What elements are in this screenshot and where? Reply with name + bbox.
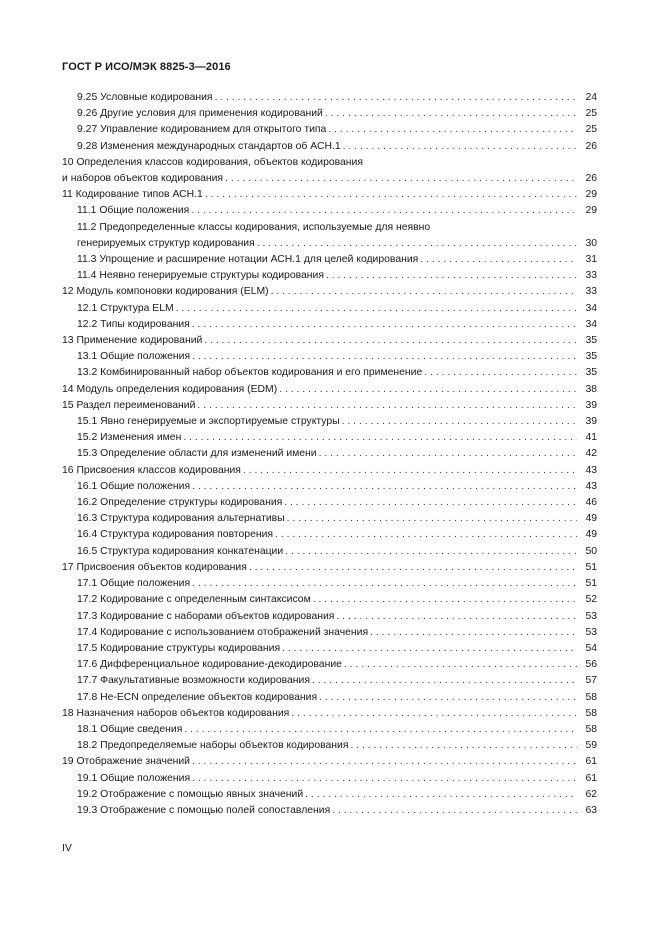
toc-entry[interactable]	[62, 446, 597, 462]
toc-entry-row	[77, 544, 597, 560]
toc-entry[interactable]	[62, 349, 597, 365]
toc-entry-row	[62, 463, 597, 479]
toc-entry-row	[62, 284, 597, 300]
toc-entry-row	[77, 657, 597, 673]
toc-entry-page: 58	[585, 707, 597, 719]
dot-leader	[312, 673, 577, 689]
dot-leader	[305, 787, 577, 803]
dot-leader	[279, 382, 577, 398]
toc-entry[interactable]	[62, 187, 597, 203]
toc-entry-page: 33	[585, 270, 597, 282]
toc-entry-title: 17.3 Кодирование с наборами объектов кодирования	[77, 610, 335, 622]
dot-leader	[192, 317, 577, 333]
toc-entry-page: 41	[585, 432, 597, 444]
toc-entry-row	[77, 803, 597, 819]
dot-leader	[326, 268, 577, 284]
toc-entry[interactable]	[62, 722, 597, 738]
toc-entry-title: 16.3 Структура кодирования альтернативы	[77, 513, 285, 525]
toc-entry-page: 61	[585, 772, 597, 784]
toc-entry[interactable]	[62, 544, 597, 560]
toc-entry[interactable]	[62, 771, 597, 787]
toc-entry-title: 9.28 Изменения международных стандартов об АСН.1	[77, 140, 341, 152]
toc-entry-page: 51	[585, 578, 597, 590]
toc-entry-page: 35	[585, 335, 597, 347]
toc-entry[interactable]	[62, 511, 597, 527]
toc-entry-row	[77, 203, 597, 219]
toc-entry-row	[77, 317, 597, 333]
dot-leader	[257, 236, 577, 252]
dot-leader	[183, 430, 577, 446]
dot-leader	[291, 706, 577, 722]
toc-entry-title: 16.2 Определение структуры кодирования	[77, 497, 283, 509]
toc-entry[interactable]	[62, 463, 597, 479]
toc-entry-row	[77, 673, 597, 689]
toc-entry-title: и наборов объектов кодирования	[62, 173, 224, 185]
dot-leader	[424, 365, 577, 381]
toc-entry-row	[77, 527, 597, 543]
toc-entry[interactable]	[62, 106, 597, 122]
toc-entry-title: 17.8 Не-ECN определение объектов кодирования	[77, 691, 318, 703]
dot-leader	[249, 560, 577, 576]
toc-entry-row	[77, 349, 597, 365]
toc-entry-page: 54	[585, 642, 597, 654]
toc-entry[interactable]	[62, 317, 597, 333]
toc-entry[interactable]	[62, 122, 597, 138]
toc-entry-page: 50	[585, 545, 597, 557]
toc-entry-title: 19.3 Отображение с помощью полей сопоставления	[77, 804, 331, 816]
dot-leader	[243, 463, 577, 479]
toc-entry[interactable]	[62, 641, 597, 657]
dot-leader	[271, 284, 577, 300]
toc-entry-title: 13.2 Комбинированный набор объектов кодирования и его применение	[77, 367, 423, 379]
toc-entry[interactable]	[62, 495, 597, 511]
toc-entry-page: 34	[585, 302, 597, 314]
toc-entry-row	[77, 592, 597, 608]
toc-entry-page: 38	[585, 383, 597, 395]
dot-leader	[332, 803, 577, 819]
toc-entry-page: 34	[585, 318, 597, 330]
dot-leader	[225, 171, 577, 187]
toc-entry-title: 9.26 Другие условия для применения кодирований	[77, 108, 323, 120]
toc-entry[interactable]	[62, 252, 597, 268]
toc-entry-title-line: 10 Определения классов кодирования, объектов кодирования	[62, 156, 363, 168]
toc-entry-page: 31	[585, 254, 597, 266]
table-of-contents	[62, 90, 597, 819]
toc-entry[interactable]	[62, 301, 597, 317]
toc-entry-row	[77, 139, 597, 155]
toc-entry-row	[77, 511, 597, 527]
toc-entry-row	[62, 754, 597, 770]
toc-entry[interactable]	[62, 155, 597, 187]
toc-entry[interactable]	[62, 365, 597, 381]
toc-entry-page: 29	[585, 189, 597, 201]
toc-entry-row	[77, 430, 597, 446]
dot-leader	[344, 657, 577, 673]
dot-leader	[328, 122, 577, 138]
toc-entry-title: генерируемых структур кодирования	[77, 237, 255, 249]
toc-entry-page: 63	[585, 804, 597, 816]
toc-entry-row	[62, 706, 597, 722]
toc-entry-row	[77, 414, 597, 430]
toc-entry-title: 14 Модуль определения кодирования (EDM)	[62, 383, 278, 395]
toc-entry-title: 15.2 Изменения имен	[77, 432, 182, 444]
toc-entry-title: 18 Назначения наборов объектов кодирования	[62, 707, 290, 719]
toc-entry-row	[62, 333, 597, 349]
dot-leader	[192, 754, 577, 770]
toc-entry[interactable]	[62, 560, 597, 576]
toc-entry[interactable]	[62, 803, 597, 819]
dot-leader	[319, 446, 577, 462]
toc-entry-page: 29	[585, 205, 597, 217]
toc-entry-title: 17.5 Кодирование структуры кодирования	[77, 642, 281, 654]
toc-entry-page: 49	[585, 529, 597, 541]
toc-entry[interactable]	[62, 706, 597, 722]
dot-leader	[282, 641, 577, 657]
toc-entry-row	[62, 171, 597, 187]
toc-entry-page: 43	[585, 480, 597, 492]
toc-entry-title: 17.6 Дифференциальное кодирование-декодирование	[77, 659, 342, 671]
dot-leader	[215, 90, 577, 106]
dot-leader	[204, 333, 577, 349]
toc-entry-title: 16.1 Общие положения	[77, 480, 191, 492]
toc-entry-page: 25	[585, 108, 597, 120]
toc-entry-title: 16.5 Структура кодирования конкатенации	[77, 545, 284, 557]
dot-leader	[287, 511, 577, 527]
toc-entry-title: 9.27 Управление кодированием для открытого типа	[77, 124, 327, 136]
toc-entry-row	[77, 576, 597, 592]
dot-leader	[319, 690, 577, 706]
toc-entry-title: 18.2 Предопределяемые наборы объектов кодирования	[77, 740, 349, 752]
toc-entry-page: 53	[585, 610, 597, 622]
toc-entry-row	[77, 446, 597, 462]
toc-entry-title: 13 Применение кодирований	[62, 335, 203, 347]
toc-entry-page: 42	[585, 448, 597, 460]
toc-entry-row	[77, 122, 597, 138]
toc-entry-title: 17.2 Кодирование с определенным синтаксисом	[77, 594, 311, 606]
toc-entry-page: 30	[585, 237, 597, 249]
toc-entry[interactable]	[62, 398, 597, 414]
toc-entry-page: 52	[585, 594, 597, 606]
toc-entry[interactable]	[62, 479, 597, 495]
toc-entry[interactable]	[62, 787, 597, 803]
dot-leader	[191, 203, 577, 219]
toc-entry-page: 26	[585, 173, 597, 185]
toc-entry-page: 43	[585, 464, 597, 476]
toc-entry-page: 33	[585, 286, 597, 298]
toc-entry-page: 58	[585, 723, 597, 735]
toc-entry-page: 39	[585, 399, 597, 411]
toc-entry-row	[62, 560, 597, 576]
toc-entry-title: 19.1 Общие положения	[77, 772, 191, 784]
toc-entry[interactable]	[62, 576, 597, 592]
toc-entry-title: 18.1 Общие сведения	[77, 723, 183, 735]
toc-entry[interactable]	[62, 90, 597, 106]
dot-leader	[325, 106, 577, 122]
toc-entry[interactable]	[62, 382, 597, 398]
toc-entry-page: 39	[585, 416, 597, 428]
dot-leader	[350, 738, 577, 754]
toc-entry[interactable]	[62, 609, 597, 625]
page-header: ГОСТ Р ИСО/МЭК 8825-3—2016	[62, 61, 231, 73]
dot-leader	[420, 252, 577, 268]
dot-leader	[197, 398, 577, 414]
dot-leader	[313, 592, 577, 608]
toc-entry-page: 56	[585, 659, 597, 671]
toc-entry-row	[77, 90, 597, 106]
toc-entry[interactable]	[62, 527, 597, 543]
toc-entry-title: 16.4 Структура кодирования повторения	[77, 529, 274, 541]
dot-leader	[370, 625, 577, 641]
toc-entry-title: 11 Кодирование типов АСН.1	[62, 189, 203, 201]
toc-entry-row	[77, 495, 597, 511]
toc-entry-page: 24	[585, 92, 597, 103]
toc-entry-title: 11.3 Упрощение и расширение нотации АСН.1 для целей кодирования	[77, 254, 419, 266]
toc-entry-page: 51	[585, 561, 597, 573]
toc-entry-title: 12.2 Типы кодирования	[77, 318, 190, 330]
toc-entry-title: 13.1 Общие положения	[77, 351, 191, 363]
toc-entry-page: 49	[585, 513, 597, 525]
toc-entry[interactable]	[62, 284, 597, 300]
page-number-footer: IV	[62, 842, 72, 854]
toc-entry-title: 9.25 Условные кодирования	[77, 92, 213, 103]
dot-leader	[285, 544, 577, 560]
toc-entry-title: 15.3 Определение области для изменений имени	[77, 448, 317, 460]
toc-entry-title: 17.1 Общие положения	[77, 578, 191, 590]
toc-entry[interactable]	[62, 430, 597, 446]
toc-entry-title: 11.1 Общие положения	[77, 205, 190, 217]
toc-entry[interactable]	[62, 625, 597, 641]
toc-entry-row	[62, 398, 597, 414]
toc-entry-page: 62	[585, 788, 597, 800]
toc-entry[interactable]	[62, 657, 597, 673]
toc-entry-row	[77, 236, 597, 252]
dot-leader	[205, 187, 577, 203]
toc-entry-title: 15.1 Явно генерируемые и экспортируемые структуры	[77, 416, 340, 428]
dot-leader	[176, 301, 577, 317]
toc-entry-row	[77, 106, 597, 122]
toc-entry-row	[77, 625, 597, 641]
toc-entry-row	[77, 738, 597, 754]
toc-entry-page: 35	[585, 351, 597, 363]
toc-entry[interactable]	[62, 754, 597, 770]
toc-entry-row	[77, 268, 597, 284]
dot-leader	[192, 349, 577, 365]
dot-leader	[343, 139, 577, 155]
toc-entry-title: 11.4 Неявно генерируемые структуры кодирования	[77, 270, 324, 282]
toc-entry-page: 58	[585, 691, 597, 703]
toc-entry-page: 53	[585, 626, 597, 638]
dot-leader	[184, 722, 577, 738]
toc-entry[interactable]	[62, 673, 597, 689]
toc-entry-title: 19.2 Отображение с помощью явных значений	[77, 788, 304, 800]
toc-entry-page: 46	[585, 497, 597, 509]
toc-entry[interactable]	[62, 592, 597, 608]
dot-leader	[336, 609, 577, 625]
toc-entry-page: 25	[585, 124, 597, 136]
toc-entry[interactable]	[62, 220, 597, 252]
toc-entry-row	[77, 252, 597, 268]
toc-entry-row	[77, 722, 597, 738]
toc-entry[interactable]	[62, 268, 597, 284]
dot-leader	[192, 576, 577, 592]
toc-entry-page: 61	[585, 756, 597, 768]
toc-entry-page: 35	[585, 367, 597, 379]
dot-leader	[192, 771, 577, 787]
toc-entry-title: 16 Присвоения классов кодирования	[62, 464, 241, 476]
toc-entry-page: 26	[585, 140, 597, 152]
toc-entry-title-line: 11.2 Предопределенные классы кодирования, используемые для неявно	[77, 221, 431, 233]
toc-entry-title: 17.4 Кодирование с использованием отображений значения	[77, 626, 369, 638]
toc-entry-title: 12 Модуль компоновки кодирования (ELM)	[62, 286, 269, 298]
toc-entry-page: 57	[585, 675, 597, 687]
toc-entry-title: 17.7 Факультативные возможности кодирования	[77, 675, 310, 687]
toc-entry-row	[77, 771, 597, 787]
toc-entry[interactable]	[62, 333, 597, 349]
dot-leader	[284, 495, 577, 511]
toc-entry-title: 12.1 Структура ELM	[77, 302, 174, 314]
toc-entry[interactable]	[62, 414, 597, 430]
toc-entry-row	[77, 365, 597, 381]
toc-entry-row	[62, 187, 597, 203]
dot-leader	[342, 414, 577, 430]
toc-entry[interactable]	[62, 738, 597, 754]
dot-leader	[192, 479, 577, 495]
toc-entry-row	[77, 787, 597, 803]
toc-entry-row	[77, 641, 597, 657]
toc-entry-row	[77, 690, 597, 706]
toc-entry-title: 15 Раздел переименований	[62, 399, 196, 411]
toc-entry-row	[62, 382, 597, 398]
toc-entry-row	[77, 301, 597, 317]
toc-entry-page: 59	[585, 740, 597, 752]
toc-entry-title: 17 Присвоения объектов кодирования	[62, 561, 247, 573]
toc-entry-row	[77, 609, 597, 625]
toc-entry-row	[77, 479, 597, 495]
dot-leader	[275, 527, 577, 543]
toc-entry-title: 19 Отображение значений	[62, 756, 190, 768]
toc-entry[interactable]	[62, 203, 597, 219]
toc-entry[interactable]	[62, 690, 597, 706]
toc-entry[interactable]	[62, 139, 597, 155]
